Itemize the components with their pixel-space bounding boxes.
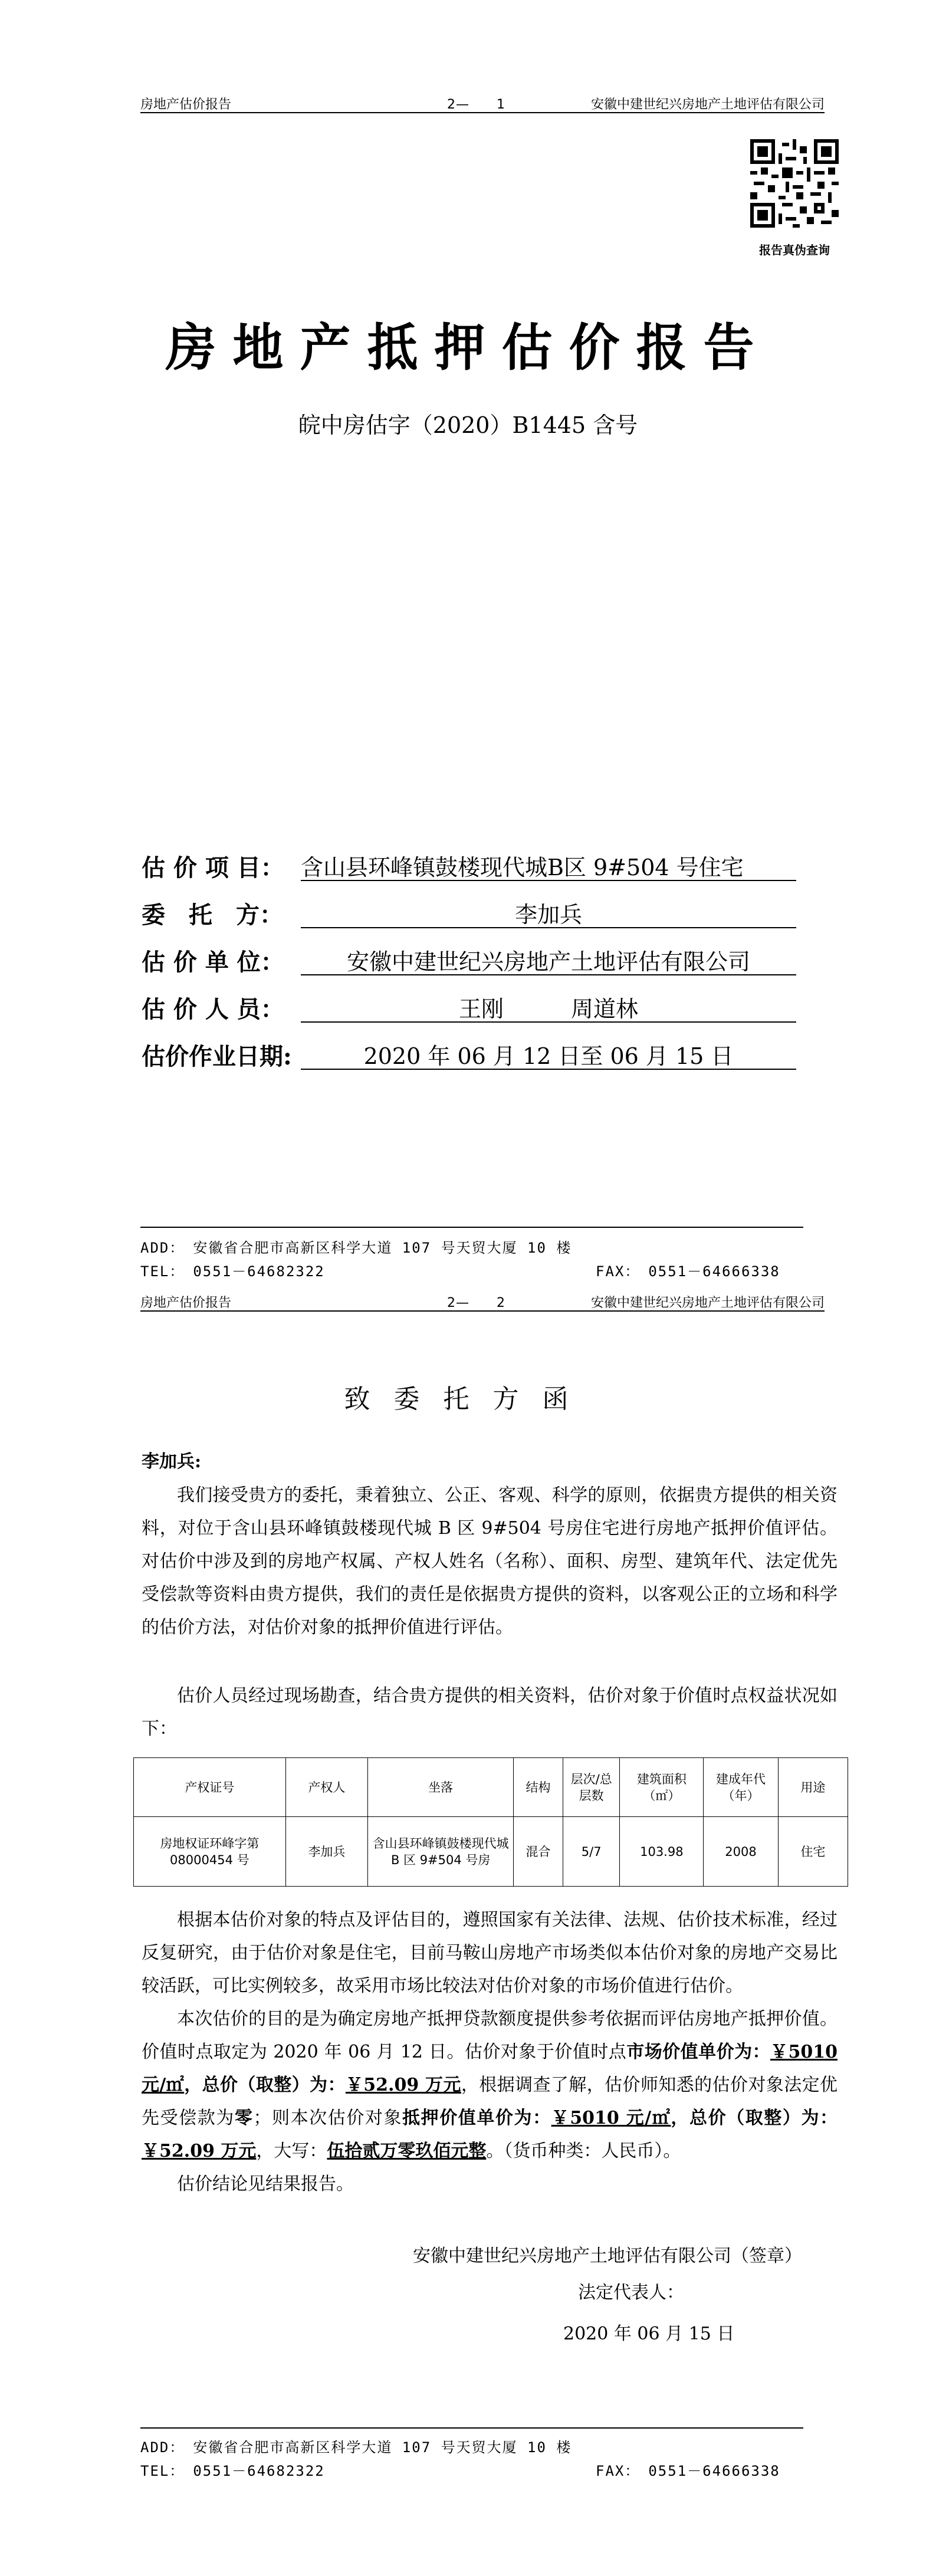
signature-representative: 法定代表人： (578, 2282, 684, 2303)
field-label: 估 价 项 目： (142, 854, 284, 882)
table-header: 层次/总层数 (563, 1758, 620, 1817)
letter-paragraph-1: 我们接受贵方的委托，秉着独立、公正、客观、科学的原则，依据贵方提供的相关资料，对位于含山县环峰镇鼓楼现代城 B 区 9#504 号房住宅进行房地产抵押价值评估。对估价中涉及到的房地产权属、产权人姓名（名称）、面积、房型、建筑年代、法定优先受偿款等资料由贵方提供，我们的责任是依据贵方提供的资料，以客观公正的立场和科学的估价方法，对估价对象的抵押价值进行评估。 (142, 1485, 838, 1638)
table-cell: 住宅 (778, 1817, 848, 1887)
report-title: 房地产抵押估价报告 (165, 318, 771, 377)
table-cell: 混合 (514, 1817, 563, 1887)
table-header: 产权人 (285, 1758, 368, 1817)
letter-paragraph-4 (142, 2003, 838, 2168)
header-page-number: 2— 2 (447, 1296, 505, 1310)
field-label: 委 托 方： (142, 901, 283, 929)
table-cell: 5/7 (563, 1817, 620, 1887)
field-value: 含山县环峰镇鼓楼现代城B区 9#504 号住宅 (301, 849, 796, 881)
table-cell: 103.98 (620, 1817, 704, 1887)
p4-text: 本次估价的目的是为确定房地产抵押贷款额度提供参考依据而评估房地产抵押价值。价值时点取定为 2020 年 06 月 12 日。估价对象于价值时点 (142, 2009, 838, 2062)
market-unit-price: ￥5010 元/㎡ (142, 2042, 838, 2095)
p4-text: 。（货币种类：人民币）。 (486, 2141, 681, 2161)
amount-in-words: 伍拾贰万零玖佰元整 (327, 2141, 487, 2161)
market-total-price: ￥52.09 万元 (345, 2075, 461, 2095)
footer-rule (140, 1227, 803, 1228)
letter-paragraph-3: 根据本估价对象的特点及评估目的，遵照国家有关法律、法规、估价技术标准，经过反复研究，由于估价对象是住宅，目前马鞍山房地产市场类似本估价对象的房地产交易比较活跃，可比实例较多，故采用市场比较法对估价对象的市场价值进行估价。 (142, 1910, 838, 1996)
mortgage-unit-label: 抵押价值单价为： (402, 2108, 551, 2128)
table-header: 产权证号 (134, 1758, 286, 1817)
field-value: 安徽中建世纪兴房地产土地评估有限公司 (301, 944, 796, 975)
field-value: 李加兵 (301, 896, 796, 928)
table-header-row (134, 1758, 848, 1817)
table-header: 结构 (514, 1758, 563, 1817)
table-cell: 含山县环峰镇鼓楼现代城 B 区 9#504 号房 (368, 1817, 514, 1887)
property-rights-table (133, 1757, 848, 1887)
header-rule (140, 1310, 825, 1312)
footer-fax: FAX： 0551－64666338 (596, 1263, 780, 1280)
p4-text: ；则本次估价对象 (253, 2108, 403, 2128)
table-header: 建成年代（年） (704, 1758, 779, 1817)
header-company: 安徽中建世纪兴房地产土地评估有限公司 (590, 97, 825, 112)
header-page-number: 2— 1 (447, 97, 505, 112)
footer-rule (140, 2427, 803, 2429)
footer-fax: FAX： 0551－64666338 (596, 2463, 780, 2479)
p4-text: ，根据调查了解，估价师知悉的估价对象法定优先受偿款为 (142, 2075, 838, 2128)
mortgage-total-price: ￥52.09 万元 (142, 2141, 257, 2161)
footer-tel: TEL： 0551－64682322 (140, 1263, 325, 1280)
footer-address: ADD： 安徽省合肥市高新区科学大道 107 号天贸大厦 10 楼 (140, 2439, 572, 2456)
market-total-label: ，总价（取整）为： (184, 2075, 346, 2095)
letter-paragraph-5: 估价结论见结果报告。 (177, 2174, 354, 2194)
table-cell: 李加兵 (285, 1817, 368, 1887)
field-value: 2020 年 06 月 12 日至 06 月 15 日 (301, 1038, 796, 1070)
letter-salutation: 李加兵: (142, 1451, 202, 1472)
table-cell: 房地权证环峰字第 08000454 号 (134, 1817, 286, 1887)
table-cell: 2008 (704, 1817, 779, 1887)
table-header: 建筑面积（㎡） (620, 1758, 704, 1817)
mortgage-unit-price: ￥5010 元/㎡ (551, 2108, 671, 2128)
header-rule (140, 112, 825, 113)
footer-tel: TEL： 0551－64682322 (140, 2463, 325, 2479)
letter-title: 致委托方函 (344, 1384, 592, 1414)
field-label: 估 价 单 位： (142, 948, 284, 976)
qr-caption: 报告真伪查询 (759, 243, 830, 257)
p4-text: ，大写： (256, 2141, 327, 2161)
qr-code-icon[interactable] (750, 139, 839, 228)
field-label: 估价作业日期: (142, 1043, 292, 1070)
signature-date: 2020 年 06 月 15 日 (563, 2324, 735, 2344)
page-header-1 (140, 94, 825, 118)
field-label: 估 价 人 员： (142, 995, 284, 1023)
table-header: 用途 (778, 1758, 848, 1817)
market-unit-label: 市场价值单价为： (626, 2042, 771, 2062)
header-report-name: 房地产估价报告 (140, 1296, 232, 1310)
page-header-2 (140, 1293, 825, 1316)
document-number: 皖中房估字（2020）B1445 含号 (298, 412, 638, 438)
letter-paragraph-2: 估价人员经过现场勘查，结合贵方提供的相关资料，估价对象于价值时点权益状况如下： (142, 1685, 838, 1739)
signature-company: 安徽中建世纪兴房地产土地评估有限公司（签章） (413, 2246, 802, 2266)
mortgage-total-label: ，总价（取整）为： (671, 2108, 838, 2128)
table-header: 坐落 (368, 1758, 514, 1817)
priority-claim-value: 零 (234, 2108, 254, 2128)
table-row (134, 1817, 848, 1887)
header-company: 安徽中建世纪兴房地产土地评估有限公司 (590, 1296, 825, 1310)
field-value: 王刚 周道林 (301, 991, 796, 1023)
header-report-name: 房地产估价报告 (140, 97, 232, 112)
footer-address: ADD： 安徽省合肥市高新区科学大道 107 号天贸大厦 10 楼 (140, 1240, 572, 1256)
